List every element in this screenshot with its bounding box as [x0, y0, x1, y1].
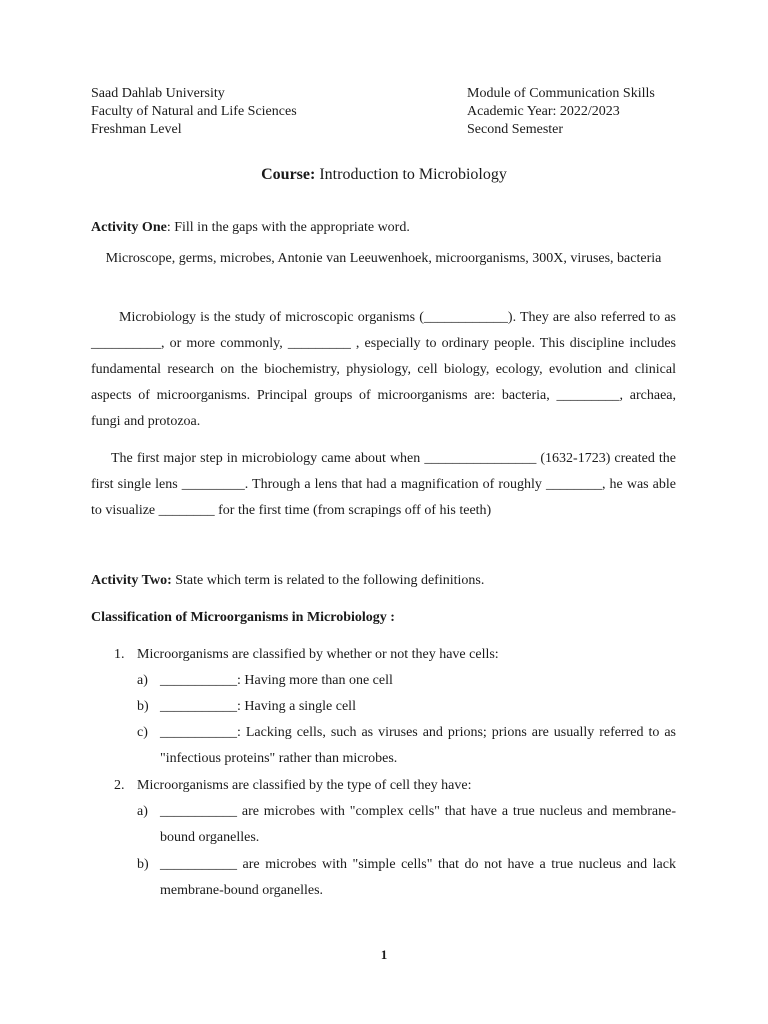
header-right	[467, 85, 655, 139]
module-name: Module of Communication Skills	[467, 86, 655, 101]
course-label: Course:	[261, 166, 316, 183]
activity-two-heading	[91, 572, 484, 590]
activity-two-label: Activity Two:	[91, 573, 172, 588]
university-name: Saad Dahlab University	[91, 86, 225, 101]
page-number: 1	[380, 947, 388, 962]
paragraph-two: The first major step in microbiology came about when ________________ (1632-1723) created the first single lens _________. Through a lens that had a magnification of roughly ________, he was able to visualize ________ for the first time (from scrapings off of his teeth)	[91, 451, 676, 518]
item-text: Microorganisms are classified by whether or not they have cells:	[137, 647, 499, 662]
word-bank: Microscope, germs, microbes, Antonie van Leeuwenhoek, microorganisms, 300X, viruses, bacteria	[105, 251, 662, 266]
list-item	[114, 777, 471, 795]
semester: Second Semester	[467, 122, 564, 137]
sub-text: ___________ are microbes with "simple cells" that do not have a true nucleus and lack membrane-bound organelles.	[160, 857, 676, 898]
activity-one-label: Activity One	[91, 220, 167, 235]
activity-one-instruction: : Fill in the gaps with the appropriate word.	[166, 220, 410, 235]
sub-letter: a)	[137, 804, 148, 819]
course-name: Introduction to Microbiology	[319, 166, 507, 183]
item-text: Microorganisms are classified by the type of cell they have:	[137, 778, 472, 793]
header-left	[91, 85, 297, 139]
sub-text: ___________ are microbes with "complex cells" that have a true nucleus and membrane-bound organelles.	[160, 804, 676, 845]
sub-letter: b)	[137, 857, 149, 872]
activity-two-instruction: State which term is related to the following definitions.	[171, 573, 485, 588]
sub-letter: b)	[137, 699, 149, 714]
sub-text: ___________: Having a single cell	[160, 699, 356, 714]
faculty-name: Faculty of Natural and Life Sciences	[91, 104, 297, 119]
list-item	[114, 646, 499, 664]
sub-letter: c)	[137, 725, 148, 740]
sub-text: ___________: Lacking cells, such as viruses and prions; prions are usually referred to as "infectious proteins" rather than microbes.	[160, 725, 676, 766]
sub-letter: a)	[137, 673, 148, 688]
course-title	[0, 165, 768, 185]
activity-one-heading	[91, 219, 410, 237]
item-number: 2.	[114, 778, 125, 793]
item-number: 1.	[114, 647, 125, 662]
academic-year: Academic Year: 2022/2023	[467, 104, 620, 119]
paragraph-one: Microbiology is the study of microscopic organisms (____________). They are also referred to as __________, or more commonly, _________ , especially to ordinary people. This discipline includes fundamental research on the biochemistry, physiology, cell biology, ecology, evolution and clinical aspects of microorganisms. Principal groups of microorganisms are: bacteria, _________, archaea, fungi and protozoa.	[91, 310, 676, 429]
section-title: Classification of Microorganisms in Microbiology :	[91, 610, 395, 625]
level: Freshman Level	[91, 122, 182, 137]
sub-text: ___________: Having more than one cell	[160, 673, 393, 688]
